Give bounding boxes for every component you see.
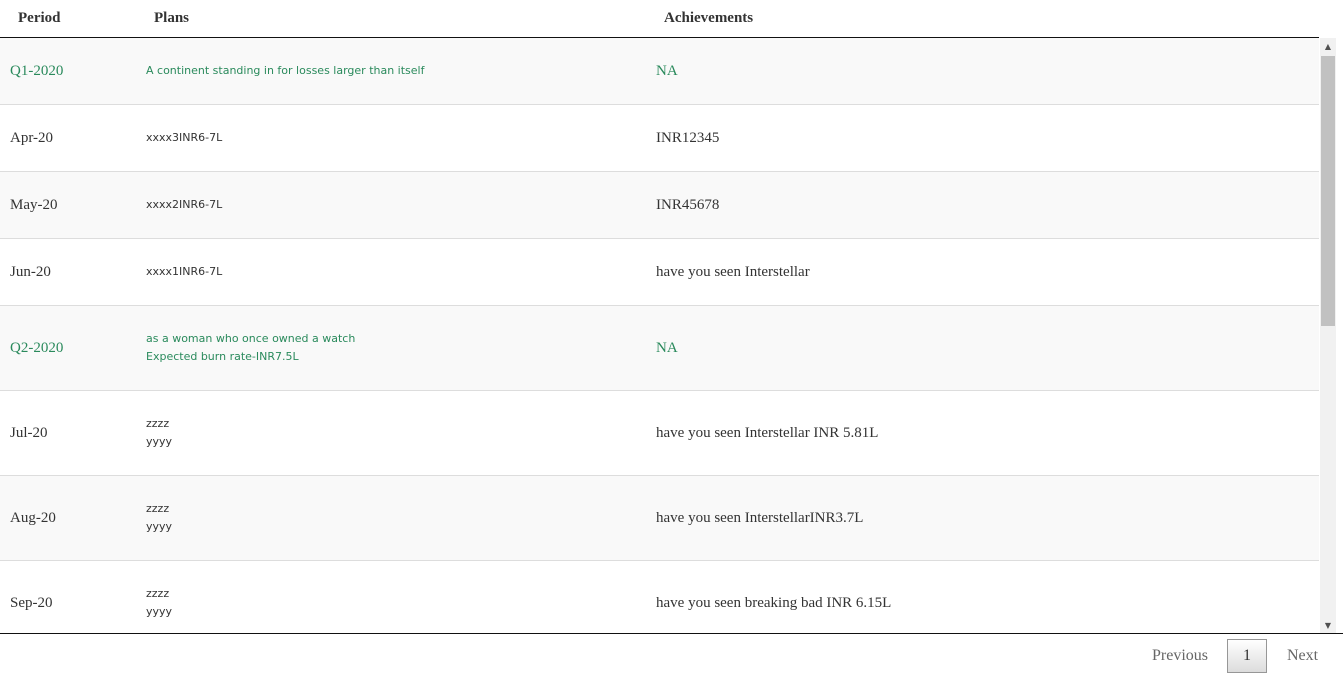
plans-cell	[146, 172, 222, 238]
plan-line: yyyy	[146, 520, 173, 533]
scroll-down-arrow-icon[interactable]: ▼	[1324, 620, 1332, 630]
plans-cell	[146, 239, 222, 305]
plan-line: zzzz	[146, 502, 170, 515]
column-header-achievements[interactable]: Achievements	[664, 10, 754, 26]
period-cell: Q2-2020	[10, 339, 64, 356]
table-row-quarter	[0, 38, 1319, 105]
plans-cell	[146, 105, 222, 171]
plan-line: Expected burn rate-INR7.5L	[146, 350, 299, 363]
previous-page-button[interactable]: Previous	[1152, 647, 1208, 664]
plan-line: xxxx3INR6-7L	[146, 131, 223, 144]
achievement-cell: have you seen breaking bad INR 6.15L	[656, 594, 892, 611]
table-row-quarter	[0, 306, 1319, 391]
table-row	[0, 172, 1319, 239]
table-header	[0, 0, 1319, 38]
plan-line: xxxx2INR6-7L	[146, 198, 223, 211]
period-cell: Sep-20	[10, 594, 53, 611]
achievement-cell: NA	[656, 339, 678, 356]
achievement-cell: INR45678	[656, 196, 720, 213]
column-header-plans[interactable]: Plans	[154, 10, 190, 26]
plan-line: as a woman who once owned a watch	[146, 332, 356, 345]
plan-line: xxxx1INR6-7L	[146, 265, 223, 278]
plans-cell	[146, 391, 172, 475]
table-row	[0, 239, 1319, 306]
period-cell: Q1-2020	[10, 62, 64, 79]
column-header-period[interactable]: Period	[18, 10, 61, 26]
achievement-cell: have you seen Interstellar	[656, 263, 810, 280]
table-row	[0, 476, 1319, 561]
achievement-cell: INR12345	[656, 129, 720, 146]
scroll-up-arrow-icon[interactable]: ▲	[1324, 41, 1332, 51]
table-body	[0, 38, 1319, 633]
period-cell: Jul-20	[10, 424, 48, 441]
vertical-scrollbar[interactable]	[1320, 38, 1336, 633]
table-row	[0, 391, 1319, 476]
plan-line: zzzz	[146, 417, 170, 430]
period-cell: May-20	[10, 196, 58, 213]
page-1-button[interactable]: 1	[1227, 639, 1267, 673]
plans-cell	[146, 476, 172, 560]
plan-line: yyyy	[146, 605, 173, 618]
plan-line: yyyy	[146, 435, 173, 448]
plans-cell	[146, 561, 172, 633]
achievement-cell: NA	[656, 62, 678, 79]
scrollbar-thumb[interactable]	[1321, 56, 1335, 326]
achievement-cell: have you seen Interstellar INR 5.81L	[656, 424, 879, 441]
table-row	[0, 561, 1319, 633]
period-cell: Apr-20	[10, 129, 54, 146]
plans-cell	[146, 306, 355, 390]
plans-cell	[146, 38, 424, 104]
next-page-button[interactable]: Next	[1287, 647, 1319, 664]
plan-line: A continent standing in for losses larger than itself	[146, 64, 425, 77]
period-cell: Jun-20	[10, 263, 51, 280]
plan-line: zzzz	[146, 587, 170, 600]
table-row	[0, 105, 1319, 172]
period-cell: Aug-20	[10, 509, 56, 526]
achievement-cell: have you seen InterstellarINR3.7L	[656, 509, 864, 526]
table-footer-divider	[0, 633, 1343, 634]
